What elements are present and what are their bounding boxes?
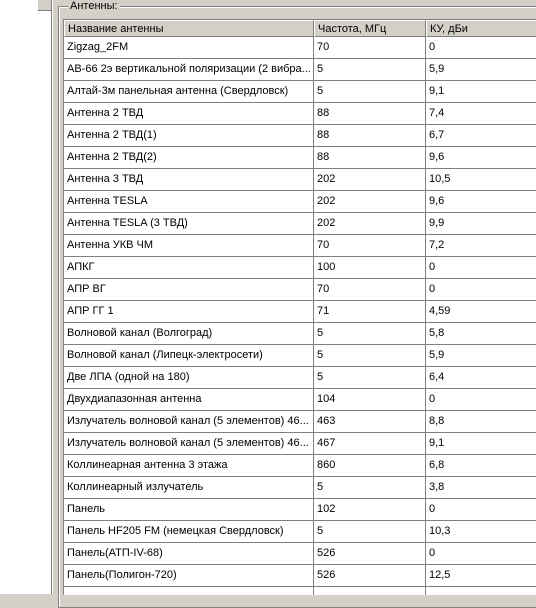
table-row[interactable]: [64, 213, 536, 235]
cell-antenna-name[interactable]: Две ЛПА (одной на 180): [64, 367, 314, 389]
cell-frequency[interactable]: 88: [314, 147, 426, 169]
cell-frequency[interactable]: 70: [314, 235, 426, 257]
table-row[interactable]: [64, 411, 536, 433]
table-row[interactable]: [64, 81, 536, 103]
table-row[interactable]: [64, 543, 536, 565]
cell-gain[interactable]: 8,8: [426, 411, 536, 433]
cell-antenna-name[interactable]: Излучатель волновой канал (5 элементов) 46...: [64, 411, 314, 433]
table-row[interactable]: [64, 191, 536, 213]
table-row[interactable]: [64, 59, 536, 81]
cell-frequency[interactable]: 5: [314, 59, 426, 81]
cell-gain[interactable]: 5,8: [426, 323, 536, 345]
cell-antenna-name[interactable]: Антенна 2 ТВД: [64, 103, 314, 125]
cell-antenna-name[interactable]: АПР ГГ 1: [64, 301, 314, 323]
table-row[interactable]: [64, 257, 536, 279]
cell-frequency[interactable]: 70: [314, 37, 426, 59]
cell-frequency[interactable]: 467: [314, 433, 426, 455]
cell-gain[interactable]: 6,4: [426, 367, 536, 389]
cell-gain[interactable]: 5,9: [426, 59, 536, 81]
cell-frequency[interactable]: 70: [314, 279, 426, 301]
cell-frequency[interactable]: 202: [314, 169, 426, 191]
cell-gain[interactable]: 3,8: [426, 477, 536, 499]
cell-gain[interactable]: 9,6: [426, 147, 536, 169]
cell-gain[interactable]: 9,9: [426, 213, 536, 235]
table-row[interactable]: [64, 477, 536, 499]
cell-frequency[interactable]: 5: [314, 81, 426, 103]
table-row[interactable]: [64, 345, 536, 367]
table-row[interactable]: [64, 235, 536, 257]
cell-antenna-name[interactable]: АВ-66 2э вертикальной поляризации (2 вибра...: [64, 59, 314, 81]
table-row[interactable]: [64, 499, 536, 521]
table-row[interactable]: [64, 565, 536, 587]
cell-gain[interactable]: 9,1: [426, 433, 536, 455]
cell-antenna-name[interactable]: Панель: [64, 499, 314, 521]
table-row[interactable]: [64, 455, 536, 477]
table-row[interactable]: [64, 301, 536, 323]
table-row[interactable]: [64, 433, 536, 455]
cell-gain[interactable]: 10,3: [426, 521, 536, 543]
cell-frequency[interactable]: 88: [314, 103, 426, 125]
cell-antenna-name[interactable]: АПКГ: [64, 257, 314, 279]
cell-frequency[interactable]: 5: [314, 367, 426, 389]
cell-gain[interactable]: 7,2: [426, 235, 536, 257]
cell-antenna-name[interactable]: Антенна УКВ ЧМ: [64, 235, 314, 257]
table-row[interactable]: [64, 367, 536, 389]
cell-frequency[interactable]: 526: [314, 565, 426, 587]
cell-frequency[interactable]: 202: [314, 213, 426, 235]
cell-gain[interactable]: 0: [426, 499, 536, 521]
table-row[interactable]: [64, 103, 536, 125]
cell-antenna-name[interactable]: Антенна 2 ТВД(1): [64, 125, 314, 147]
table-row[interactable]: [64, 279, 536, 301]
cell-antenna-name[interactable]: Zigzag_2FM: [64, 37, 314, 59]
cell-frequency[interactable]: 5: [314, 521, 426, 543]
cell-frequency[interactable]: 526: [314, 543, 426, 565]
grid-header: [64, 20, 536, 37]
cell-gain[interactable]: 0: [426, 279, 536, 301]
antennas-grid[interactable]: [63, 19, 536, 595]
cell-antenna-name[interactable]: Антенна TESLA (3 ТВД): [64, 213, 314, 235]
table-row[interactable]: [64, 389, 536, 411]
cell-gain[interactable]: 4,59: [426, 301, 536, 323]
cell-gain[interactable]: 9,1: [426, 81, 536, 103]
cell-frequency[interactable]: 202: [314, 191, 426, 213]
left-tree-panel[interactable]: [0, 0, 52, 594]
table-row[interactable]: [64, 147, 536, 169]
cell-antenna-name[interactable]: АПР ВГ: [64, 279, 314, 301]
cell-gain[interactable]: 12,5: [426, 565, 536, 587]
cell-gain[interactable]: 6,7: [426, 125, 536, 147]
cell-antenna-name[interactable]: Панель(АТП-IV-68): [64, 543, 314, 565]
cell-antenna-name[interactable]: Антенна 2 ТВД(2): [64, 147, 314, 169]
cell-frequency[interactable]: 71: [314, 301, 426, 323]
cell-antenna-name[interactable]: Антенна 3 ТВД: [64, 169, 314, 191]
cell-antenna-name[interactable]: Панель HF205 FM (немецкая Свердловск): [64, 521, 314, 543]
cell-gain[interactable]: 0: [426, 37, 536, 59]
antennas-group-title: Антенны:: [70, 0, 118, 12]
table-row[interactable]: [64, 323, 536, 345]
cell-frequency[interactable]: 5: [314, 345, 426, 367]
cell-gain[interactable]: 0: [426, 257, 536, 279]
column-header-gain[interactable]: КУ, дБи: [426, 20, 536, 37]
cell-gain[interactable]: 10,5: [426, 169, 536, 191]
cell-gain[interactable]: 5,9: [426, 345, 536, 367]
cell-antenna-name[interactable]: Волновой канал (Липецк-электросети): [64, 345, 314, 367]
cell-antenna-name[interactable]: Антенна TESLA: [64, 191, 314, 213]
table-row[interactable]: [64, 125, 536, 147]
cell-frequency[interactable]: 100: [314, 257, 426, 279]
cell-antenna-name[interactable]: Двухдиапазонная антенна: [64, 389, 314, 411]
cell-antenna-name[interactable]: Излучатель волновой канал (5 элементов) 46...: [64, 433, 314, 455]
cell-antenna-name[interactable]: Панель(Полигон-720): [64, 565, 314, 587]
cell-gain[interactable]: 6,8: [426, 455, 536, 477]
column-header-name[interactable]: Название антенны: [64, 20, 314, 37]
cell-frequency[interactable]: 860: [314, 455, 426, 477]
cell-frequency[interactable]: 88: [314, 125, 426, 147]
table-row[interactable]: [64, 521, 536, 543]
cell-gain[interactable]: 9,6: [426, 191, 536, 213]
left-panel-scrollbar[interactable]: [37, 0, 51, 11]
table-row[interactable]: [64, 169, 536, 191]
cell-frequency[interactable]: 104: [314, 389, 426, 411]
cell-gain[interactable]: 7,4: [426, 103, 536, 125]
table-row[interactable]: [64, 37, 536, 59]
cell-gain[interactable]: 0: [426, 389, 536, 411]
cell-frequency[interactable]: 102: [314, 499, 426, 521]
cell-frequency[interactable]: 463: [314, 411, 426, 433]
cell-antenna-name[interactable]: Коллинеарный излучатель: [64, 477, 314, 499]
cell-frequency[interactable]: 5: [314, 323, 426, 345]
cell-antenna-name[interactable]: Коллинеарная антенна 3 этажа: [64, 455, 314, 477]
cell-antenna-name[interactable]: Алтай-3м панельная антенна (Свердловск): [64, 81, 314, 103]
cell-gain[interactable]: 0: [426, 543, 536, 565]
column-header-frequency[interactable]: Частота, МГц: [314, 20, 426, 37]
cell-antenna-name[interactable]: Волновой канал (Волгоград): [64, 323, 314, 345]
cell-frequency[interactable]: 5: [314, 477, 426, 499]
grid-body: [64, 37, 536, 595]
